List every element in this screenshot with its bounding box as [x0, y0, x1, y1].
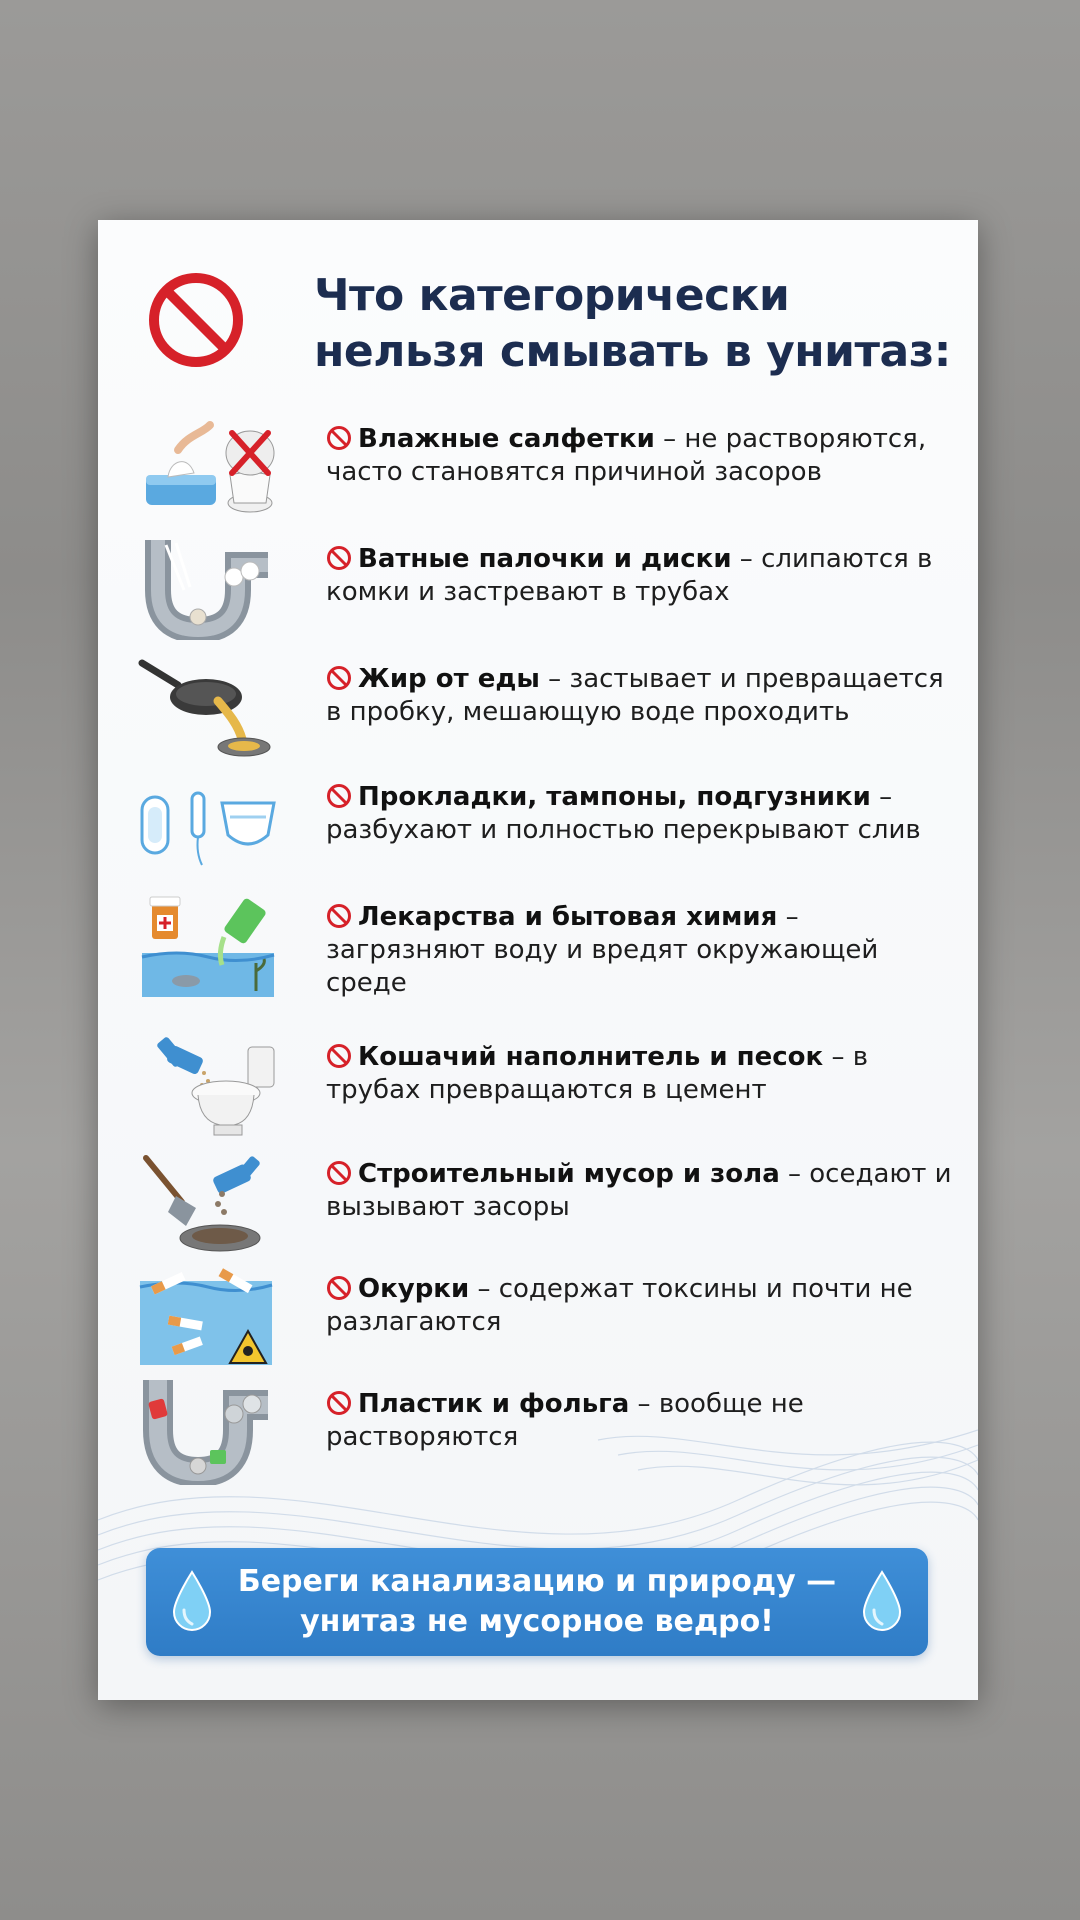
- construction-debris-icon: [138, 1150, 278, 1255]
- item-description: – загрязняют воду и вредят окружающей среде: [326, 902, 879, 998]
- ban-icon: [326, 1390, 352, 1416]
- item-title: Жир от еды: [358, 664, 540, 694]
- item-description: – вообще не растворяются: [326, 1389, 804, 1452]
- water-drop-icon: [170, 1570, 214, 1634]
- item-description: – не растворяются, часто становятся причиной засоров: [326, 424, 927, 487]
- ban-icon: [326, 665, 352, 691]
- item-description: – в трубах превращаются в цемент: [326, 1042, 869, 1105]
- ban-icon: [326, 1275, 352, 1301]
- medicine-chemicals-icon: [138, 893, 278, 998]
- ban-icon: [326, 545, 352, 571]
- ban-icon: [326, 1160, 352, 1186]
- page-title: Что категорически нельзя смывать в унитаз:: [314, 270, 951, 377]
- item-title: Лекарства и бытовая химия: [358, 902, 778, 932]
- item-title: Влажные салфетки: [358, 424, 655, 454]
- hygiene-products-icon: [138, 773, 278, 878]
- footer-text: Береги канализацию и природу — унитаз не мусорное ведро!: [237, 1564, 837, 1639]
- item-title: Прокладки, тампоны, подгузники: [358, 782, 871, 812]
- item-title: Пластик и фольга: [358, 1389, 630, 1419]
- ban-icon: [326, 1043, 352, 1069]
- footer-banner: [146, 1548, 928, 1656]
- prohibition-icon: [146, 270, 246, 370]
- frying-pan-grease-icon: [138, 655, 278, 760]
- ban-icon: [326, 783, 352, 809]
- plastic-foil-pipe-icon: [138, 1380, 278, 1485]
- item-description: – оседают и вызывают засоры: [326, 1159, 952, 1222]
- cigarette-butts-icon: [138, 1265, 278, 1370]
- cat-litter-toilet-icon: [138, 1033, 278, 1138]
- item-description: – содержат токсины и почти не разлагаются: [326, 1274, 913, 1337]
- item-description: – слипаются в комки и застревают в трубах: [326, 544, 933, 607]
- wet-wipes-icon: [138, 415, 278, 520]
- header: [146, 268, 951, 388]
- ban-icon: [326, 903, 352, 929]
- item-title: Кошачий наполнитель и песок: [358, 1042, 824, 1072]
- item-title: Ватные палочки и диски: [358, 544, 732, 574]
- cotton-swabs-pipe-icon: [138, 535, 278, 640]
- item-title: Строительный мусор и зола: [358, 1159, 780, 1189]
- ban-icon: [326, 425, 352, 451]
- item-description: – застывает и превращается в пробку, мешающую воде проходить: [326, 664, 944, 727]
- poster: [98, 220, 978, 1700]
- item-description: – разбухают и полностью перекрывают слив: [326, 782, 921, 845]
- water-drop-icon: [860, 1570, 904, 1634]
- item-title: Окурки: [358, 1274, 470, 1304]
